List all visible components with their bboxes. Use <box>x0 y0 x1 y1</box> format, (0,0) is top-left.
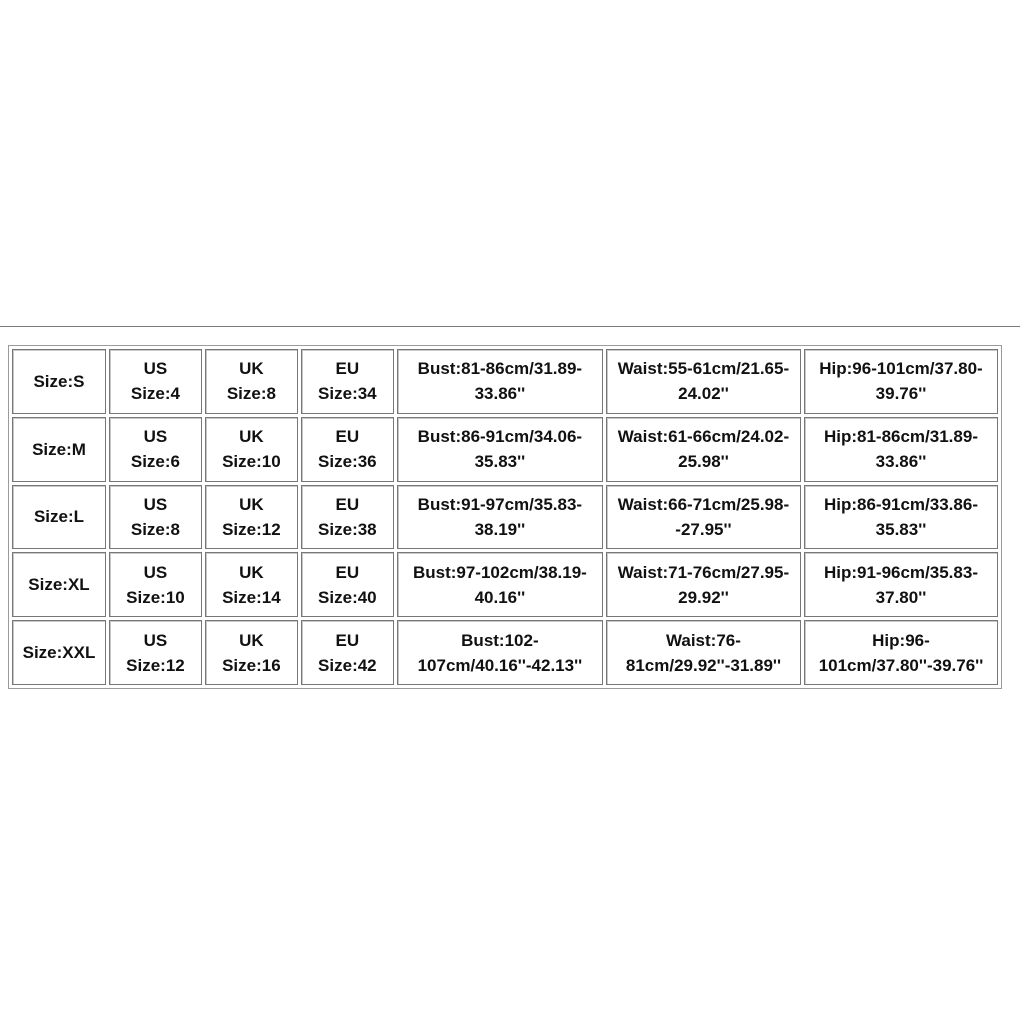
bust-line-2: 38.19'' <box>474 519 526 539</box>
bust-line-1: Bust:86-91cm/34.06- <box>417 427 583 447</box>
eu-size-cell <box>301 620 394 685</box>
hip-cell <box>804 620 998 685</box>
eu-size-value: Size:38 <box>318 519 377 539</box>
uk-size-cell <box>205 417 298 482</box>
bust-line-2: 107cm/40.16''-42.13'' <box>417 655 583 675</box>
bust-cell <box>397 552 603 617</box>
hip-line-2: 33.86'' <box>875 452 927 472</box>
hip-cell <box>804 485 998 550</box>
hip-line-2: 35.83'' <box>875 519 927 539</box>
us-size-value: Size:6 <box>130 452 181 472</box>
waist-line-2: 25.98'' <box>678 452 729 472</box>
us-size-value: Size:8 <box>130 519 181 539</box>
us-size-cell <box>109 485 202 550</box>
bust-line-2: 35.83'' <box>474 452 526 472</box>
waist-cell <box>606 620 801 685</box>
bust-line-1: Bust:97-102cm/38.19- <box>412 562 587 582</box>
uk-size-value: Size:10 <box>222 452 281 472</box>
bust-cell <box>397 620 603 685</box>
waist-cell <box>606 349 801 414</box>
hip-line-1: Hip:81-86cm/31.89- <box>823 427 978 447</box>
hip-cell <box>804 552 998 617</box>
uk-label: UK <box>239 359 264 379</box>
hip-line-1: Hip:91-96cm/35.83- <box>823 562 978 582</box>
size-label-cell <box>12 620 106 685</box>
us-label: US <box>143 359 168 379</box>
bust-cell <box>397 485 603 550</box>
eu-size-value: Size:34 <box>318 384 377 404</box>
uk-label: UK <box>239 562 264 582</box>
bust-line-2: 33.86'' <box>474 384 526 404</box>
waist-line-1: Waist:55-61cm/21.65- <box>617 359 790 379</box>
eu-size-cell <box>301 485 394 550</box>
waist-line-1: Waist:71-76cm/27.95- <box>617 562 790 582</box>
uk-label: UK <box>239 630 264 650</box>
eu-label: EU <box>335 359 360 379</box>
eu-size-value: Size:36 <box>318 452 377 472</box>
uk-label: UK <box>239 494 264 514</box>
size-label-cell <box>12 485 106 550</box>
hip-cell <box>804 349 998 414</box>
us-size-cell <box>109 620 202 685</box>
table-row <box>12 417 998 482</box>
bust-line-1: Bust:81-86cm/31.89- <box>417 359 583 379</box>
bust-line-2: 40.16'' <box>474 587 526 607</box>
size-label-cell <box>12 552 106 617</box>
hip-line-1: Hip:96- <box>872 630 930 650</box>
bust-cell <box>397 349 603 414</box>
hip-cell <box>804 417 998 482</box>
uk-size-value: Size:12 <box>222 519 281 539</box>
horizontal-divider <box>0 326 1020 327</box>
uk-size-value: Size:14 <box>222 587 281 607</box>
eu-label: EU <box>335 562 360 582</box>
bust-cell <box>397 417 603 482</box>
eu-size-cell <box>301 552 394 617</box>
eu-label: EU <box>335 427 360 447</box>
bust-line-1: Bust:91-97cm/35.83- <box>417 494 583 514</box>
waist-line-1: Waist:66-71cm/25.98- <box>617 494 790 514</box>
waist-line-2: 81cm/29.92''-31.89'' <box>625 655 782 675</box>
waist-cell <box>606 417 801 482</box>
uk-size-cell <box>205 620 298 685</box>
us-label: US <box>143 562 168 582</box>
hip-line-1: Hip:96-101cm/37.80- <box>819 359 983 379</box>
size-label: Size:S <box>33 371 85 391</box>
table-row <box>12 620 998 685</box>
table-row <box>12 349 998 414</box>
us-size-value: Size:12 <box>126 655 185 675</box>
us-label: US <box>143 427 168 447</box>
waist-cell <box>606 485 801 550</box>
hip-line-1: Hip:86-91cm/33.86- <box>823 494 978 514</box>
us-size-cell <box>109 417 202 482</box>
us-size-cell <box>109 552 202 617</box>
eu-size-cell <box>301 349 394 414</box>
size-label: Size:M <box>32 439 86 459</box>
size-label: Size:L <box>33 507 85 527</box>
waist-line-2: 24.02'' <box>678 384 729 404</box>
size-label-cell <box>12 417 106 482</box>
uk-size-cell <box>205 349 298 414</box>
waist-line-1: Waist:76- <box>665 630 741 650</box>
us-size-value: Size:4 <box>130 384 181 404</box>
hip-line-2: 37.80'' <box>875 587 927 607</box>
eu-size-value: Size:40 <box>318 587 377 607</box>
uk-size-value: Size:8 <box>226 384 276 404</box>
eu-label: EU <box>335 494 360 514</box>
uk-size-value: Size:16 <box>222 655 281 675</box>
waist-cell <box>606 552 801 617</box>
waist-line-2: -27.95'' <box>675 519 732 539</box>
hip-line-2: 39.76'' <box>875 384 927 404</box>
uk-size-cell <box>205 552 298 617</box>
waist-line-2: 29.92'' <box>678 587 729 607</box>
size-chart-table <box>8 345 1002 689</box>
eu-label: EU <box>335 630 360 650</box>
size-label: Size:XXL <box>22 643 96 663</box>
waist-line-1: Waist:61-66cm/24.02- <box>617 427 790 447</box>
bust-line-1: Bust:102- <box>461 630 539 650</box>
hip-line-2: 101cm/37.80''-39.76'' <box>818 655 984 675</box>
us-size-value: Size:10 <box>126 587 185 607</box>
eu-size-cell <box>301 417 394 482</box>
table-row <box>12 485 998 550</box>
size-label: Size:XL <box>28 575 90 595</box>
uk-label: UK <box>239 427 264 447</box>
us-size-cell <box>109 349 202 414</box>
us-label: US <box>143 494 168 514</box>
uk-size-cell <box>205 485 298 550</box>
eu-size-value: Size:42 <box>318 655 377 675</box>
us-label: US <box>143 630 168 650</box>
table-row <box>12 552 998 617</box>
size-label-cell <box>12 349 106 414</box>
